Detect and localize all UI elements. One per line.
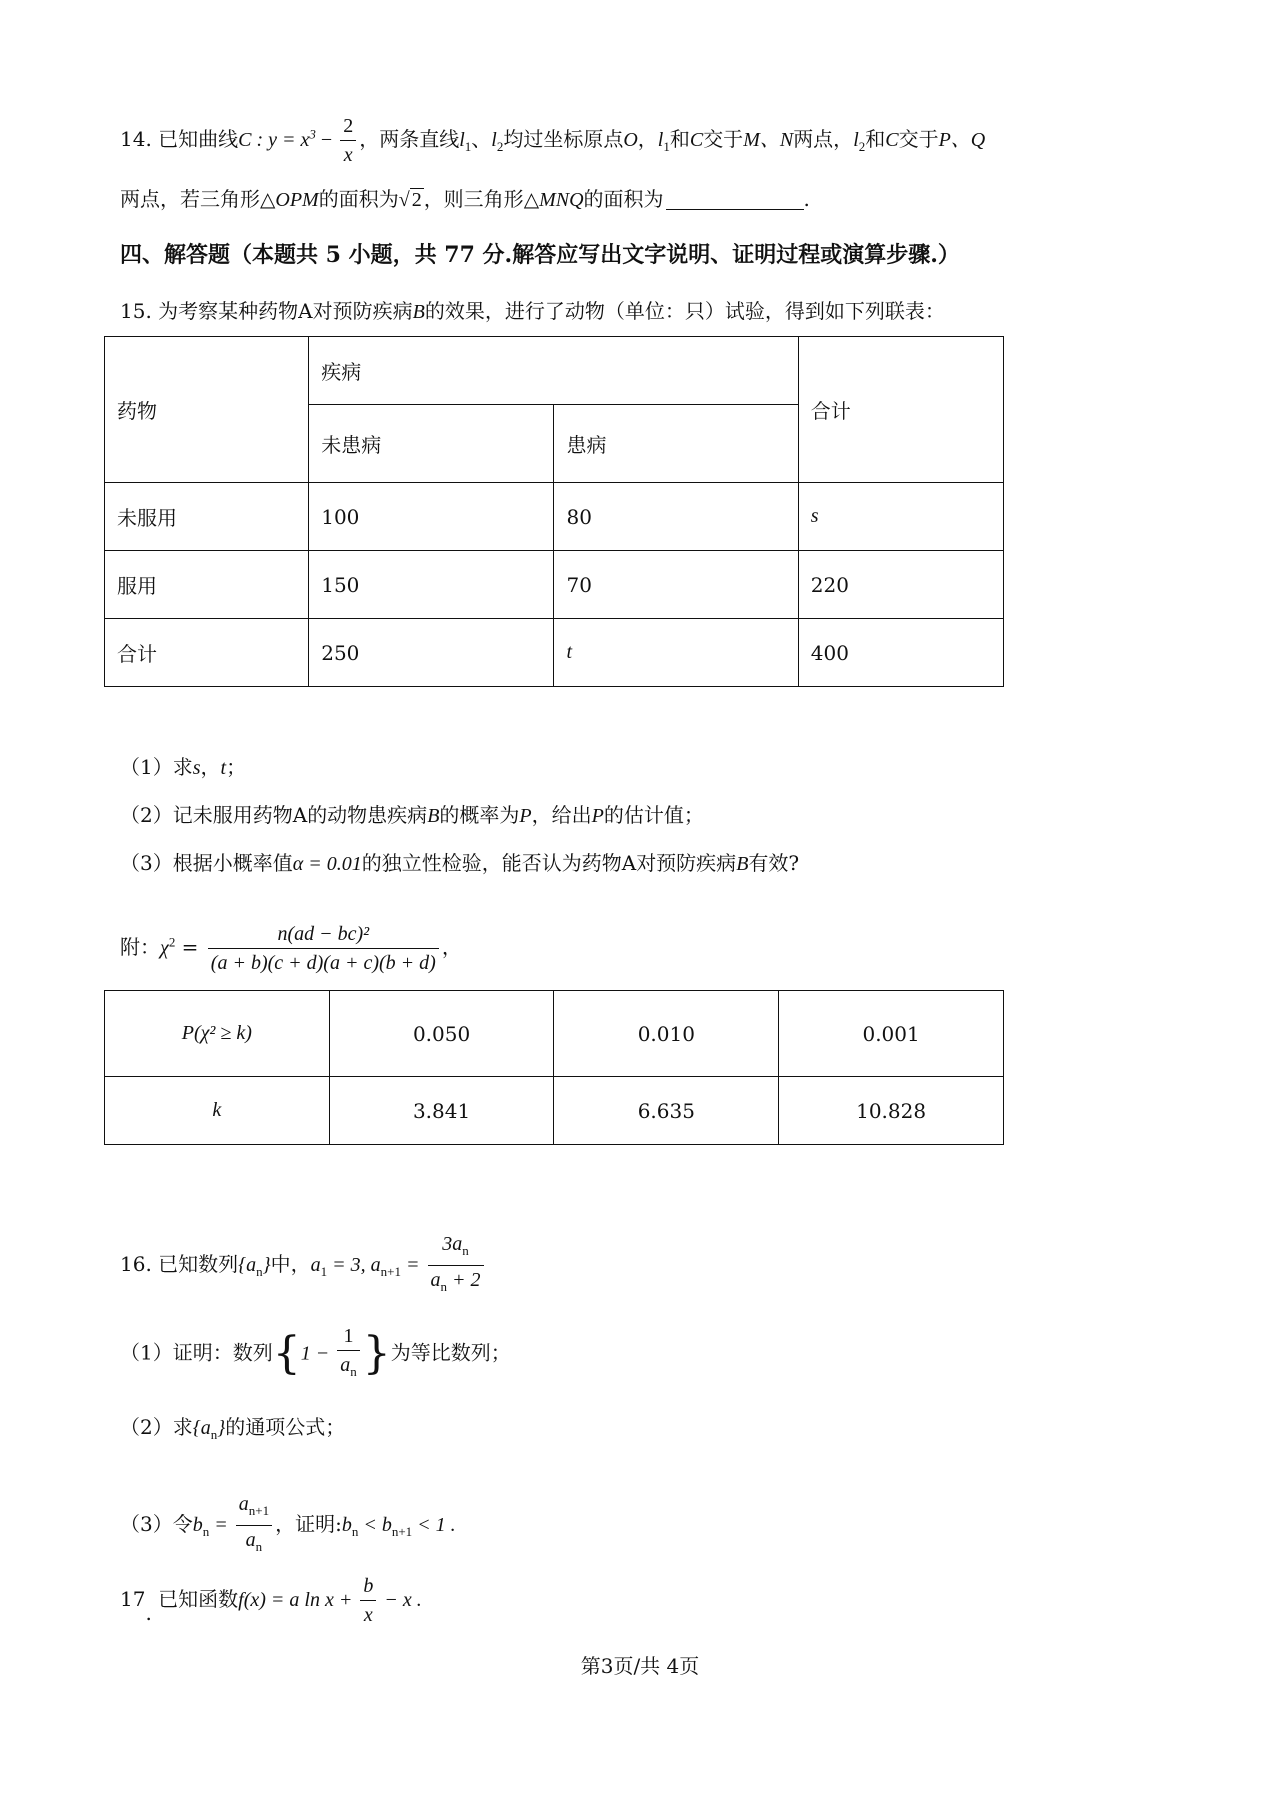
table-row: 服用 150 70 220: [105, 551, 1004, 619]
q14-triangle-mnq: △MNQ: [523, 189, 584, 211]
q16-part2: （2）求$\{a_n\}$的通项公式；: [120, 1415, 346, 1442]
q15-part2: （2）记未服用药物A的动物患疾病B的概率为P，给出P的估计值；: [120, 803, 704, 827]
table-row: k 3.841 6.635 10.828: [105, 1077, 1004, 1145]
q16-part1: （1）证明：数列{1 − $\frac{1}{a_n}$ }为等比数列；: [120, 1322, 511, 1386]
section-heading: 四、解答题（本题共 5 小题，共 77 分.解答应写出文字说明、证明过程或演算步骤.）: [120, 242, 960, 268]
q14-sqrt2: √ 2: [398, 189, 422, 211]
q14-origin: O: [623, 129, 638, 151]
table-row: 未服用 100 80 s: [105, 483, 1004, 551]
header-no-disease: 未患病: [309, 405, 554, 483]
page-footer: 第3页/共 4页: [580, 1654, 700, 1678]
header-disease-yes: 患病: [554, 405, 798, 483]
recurrence-fraction: $\frac{3a_n}{a_n + 2}$: [428, 1230, 484, 1301]
header-total: 合计: [798, 337, 1003, 483]
q17-fraction: $\frac{b}{x}$: [360, 1572, 376, 1629]
q15-part1: （1）求s，t；: [120, 755, 247, 779]
header-drug: 药物: [105, 337, 309, 483]
q14-text: 14. 已知曲线: [120, 127, 239, 151]
q14-line1: 14. 已知曲线C : $y = x^3$ − $\frac{2}{x}$ ，两条直线$l_1$、$l_2$均过坐标原点O，$l_1$和C交于M、N两点，$l_2$和C交于P、Q: [120, 112, 985, 169]
table-row: P(χ² ≥ k) 0.050 0.010 0.001: [105, 991, 1004, 1077]
formula-fraction: $\frac{\text{n(ad − bc)²}}{(a + b)(c + d)(a + c)(b + d)}$: [208, 920, 439, 977]
q14-curve: C : $y = x^3$ −: [238, 126, 338, 151]
alpha-value: α = 0.01: [292, 853, 362, 875]
chi-square-formula: 附：$\chi^2$ = $\frac{\text{n(ad − bc)²}}{(a + b)(c + d)(a + c)(b + d)}$ ，: [120, 920, 462, 977]
q14-l1: $l_1$: [459, 129, 472, 154]
table-row: 合计 250 t 400: [105, 619, 1004, 687]
q16-bn-fraction: $\frac{a_{n+1}}{a_n}$: [236, 1490, 272, 1561]
q15-intro: 15. 为考察某种药物A对预防疾病B的效果，进行了动物（单位：只）试验，得到如下列联表：: [120, 299, 945, 323]
q14-fraction: $\frac{2}{x}$: [340, 112, 356, 169]
contingency-table: [104, 336, 1004, 687]
q15-part3: （3）根据小概率值α = 0.01的独立性检验，能否认为药物A对预防疾病B有效?: [120, 851, 800, 875]
q14-l2: $l_2$: [491, 129, 504, 154]
q14-triangle-opm: △OPM: [260, 189, 319, 211]
q14-answer-blank: [666, 209, 804, 210]
critical-value-table: [104, 990, 1004, 1145]
header-disease: 疾病: [309, 337, 799, 405]
q14-line2: 两点，若三角形△OPM的面积为√ 2 ，则三角形△MNQ的面积为 .: [120, 184, 810, 215]
q17-intro: 17. 已知函数f(x) = a ln x + $\frac{b}{x}$ − x .: [120, 1572, 422, 1629]
q16-part3: （3）令$b_n$ = $\frac{a_{n+1}}{a_n}$ ，证明$:b_n < b_{n+1} < 1$ .: [120, 1490, 456, 1561]
q16-fraction: $\frac{1}{a_n}$: [337, 1322, 360, 1386]
q16-intro: 16. 已知数列$\{a_n\}$中，$a_1 = 3$, $a_{n+1}$ = $\frac{3a_n}{a_n + 2}$: [120, 1230, 487, 1301]
